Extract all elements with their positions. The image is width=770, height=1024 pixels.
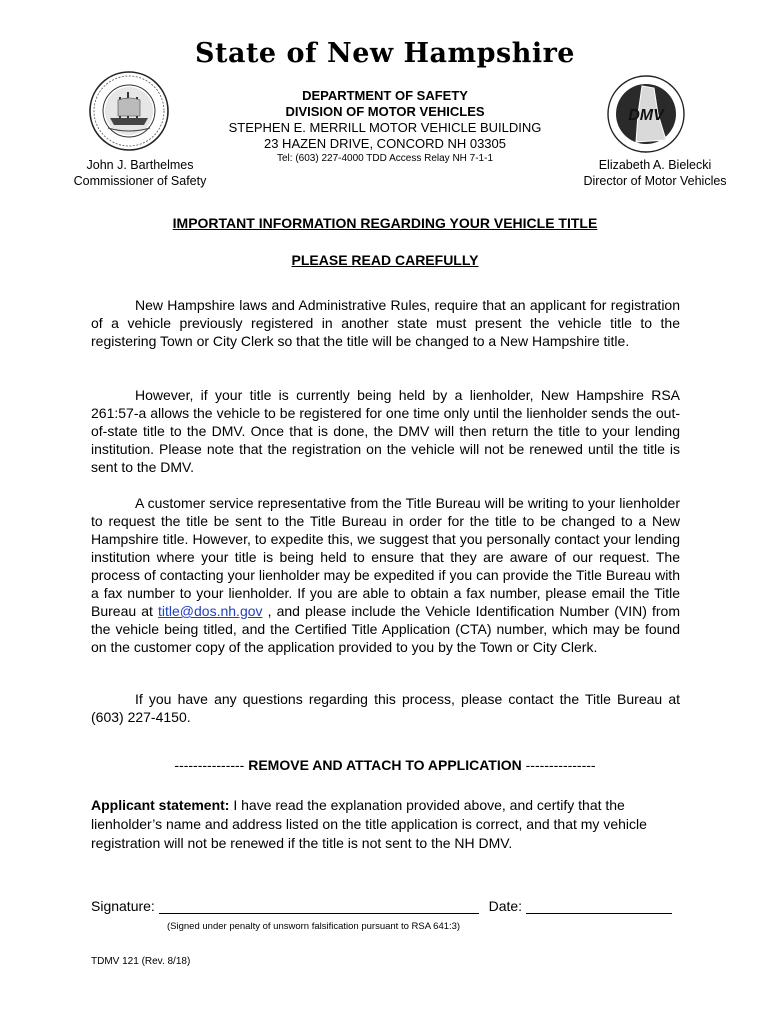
title-bureau-email-link[interactable]: title@dos.nh.gov bbox=[158, 603, 263, 619]
paragraph-2 bbox=[91, 386, 680, 476]
divider-dashes-left: --------------- bbox=[174, 757, 245, 773]
document-title: IMPORTANT INFORMATION REGARDING YOUR VEHICLE TITLE bbox=[172, 215, 598, 231]
document-subtitle: PLEASE READ CAREFULLY bbox=[291, 252, 479, 268]
director-title: Director of Motor Vehicles bbox=[583, 174, 727, 188]
telephone: Tel: (603) 227-4000 TDD Access Relay NH 7-1-1 bbox=[276, 153, 494, 164]
remove-attach-label: REMOVE AND ATTACH TO APPLICATION bbox=[248, 757, 522, 773]
commissioner-title: Commissioner of Safety bbox=[73, 174, 207, 188]
paragraph-3-text-before: A customer service representative from the Title Bureau will be writing to your lienholder to request the title be sent to the Title Bureau in order for the title to be changed to a New Hampshire title. However, to expedite this, we suggest that you personally contact your lending institution where your title is being held to ensure that they are aware of our request. The process of contacting your lienholder may be expedited if you can provide the Title Bureau with a fax number to your lienholder. If you are able to obtain a fax number, please email the Title Bureau at bbox=[91, 495, 680, 619]
divider-dashes-right: --------------- bbox=[525, 757, 596, 773]
paragraph-3-text-after: , and please include the Vehicle Identification Number (VIN) from the vehicle being titled, and the Certified Title Application (CTA) number, which may be found on the customer copy of the application provided to you by the Town or City Clerk. bbox=[91, 603, 680, 655]
building-name: STEPHEN E. MERRILL MOTOR VEHICLE BUILDING bbox=[228, 120, 542, 135]
department-name: DEPARTMENT OF SAFETY bbox=[302, 88, 468, 103]
commissioner-block bbox=[50, 157, 230, 189]
commissioner-name: John J. Barthelmes bbox=[86, 158, 194, 172]
signature-field[interactable] bbox=[159, 899, 479, 914]
state-title: State of New Hampshire bbox=[195, 38, 575, 69]
dmv-logo-image bbox=[606, 74, 686, 154]
paragraph-1-text: New Hampshire laws and Administrative Rules, require that an applicant for registration of a vehicle previously registered in another state must present the vehicle title to the registering Town or City Clerk so that the title will be changed to a New Hampshire title. bbox=[91, 297, 680, 349]
paragraph-4-text: If you have any questions regarding this process, please contact the Title Bureau at (603) 227-4150. bbox=[91, 691, 680, 725]
applicant-statement-label: Applicant statement: bbox=[91, 797, 230, 813]
director-block bbox=[550, 157, 760, 189]
signature-label: Signature: bbox=[91, 898, 155, 914]
division-name: DIVISION OF MOTOR VEHICLES bbox=[285, 104, 485, 119]
applicant-statement bbox=[91, 796, 691, 853]
applicant-statement-text: I have read the explanation provided above, and certify that the lienholder’s name and address listed on the title application is correct, and that my vehicle registration will not be renewed if the title is not sent to the NH DMV. bbox=[91, 797, 647, 851]
paragraph-1 bbox=[91, 296, 680, 350]
form-number: TDMV 121 (Rev. 8/18) bbox=[91, 956, 191, 967]
signature-row bbox=[91, 898, 691, 914]
remove-attach-divider bbox=[0, 757, 770, 773]
signature-note: (Signed under penalty of unsworn falsification pursuant to RSA 641:3) bbox=[167, 921, 461, 932]
paragraph-4 bbox=[91, 690, 680, 726]
address: 23 HAZEN DRIVE, CONCORD NH 03305 bbox=[263, 136, 506, 151]
paragraph-3 bbox=[91, 494, 680, 656]
date-field[interactable] bbox=[526, 899, 672, 914]
director-name: Elizabeth A. Bielecki bbox=[598, 158, 712, 172]
paragraph-2-text: However, if your title is currently being held by a lienholder, New Hampshire RSA 261:57-a allows the vehicle to be registered for one time only until the lienholder sends the out-of-state title to the DMV. Once that is done, the DMV will then return the title to your lending institution. Please note that the registration on the vehicle will not be renewed until the title is sent to the DMV. bbox=[91, 387, 680, 475]
date-label: Date: bbox=[488, 898, 523, 914]
dmv-logo-text: DMV bbox=[628, 107, 664, 124]
